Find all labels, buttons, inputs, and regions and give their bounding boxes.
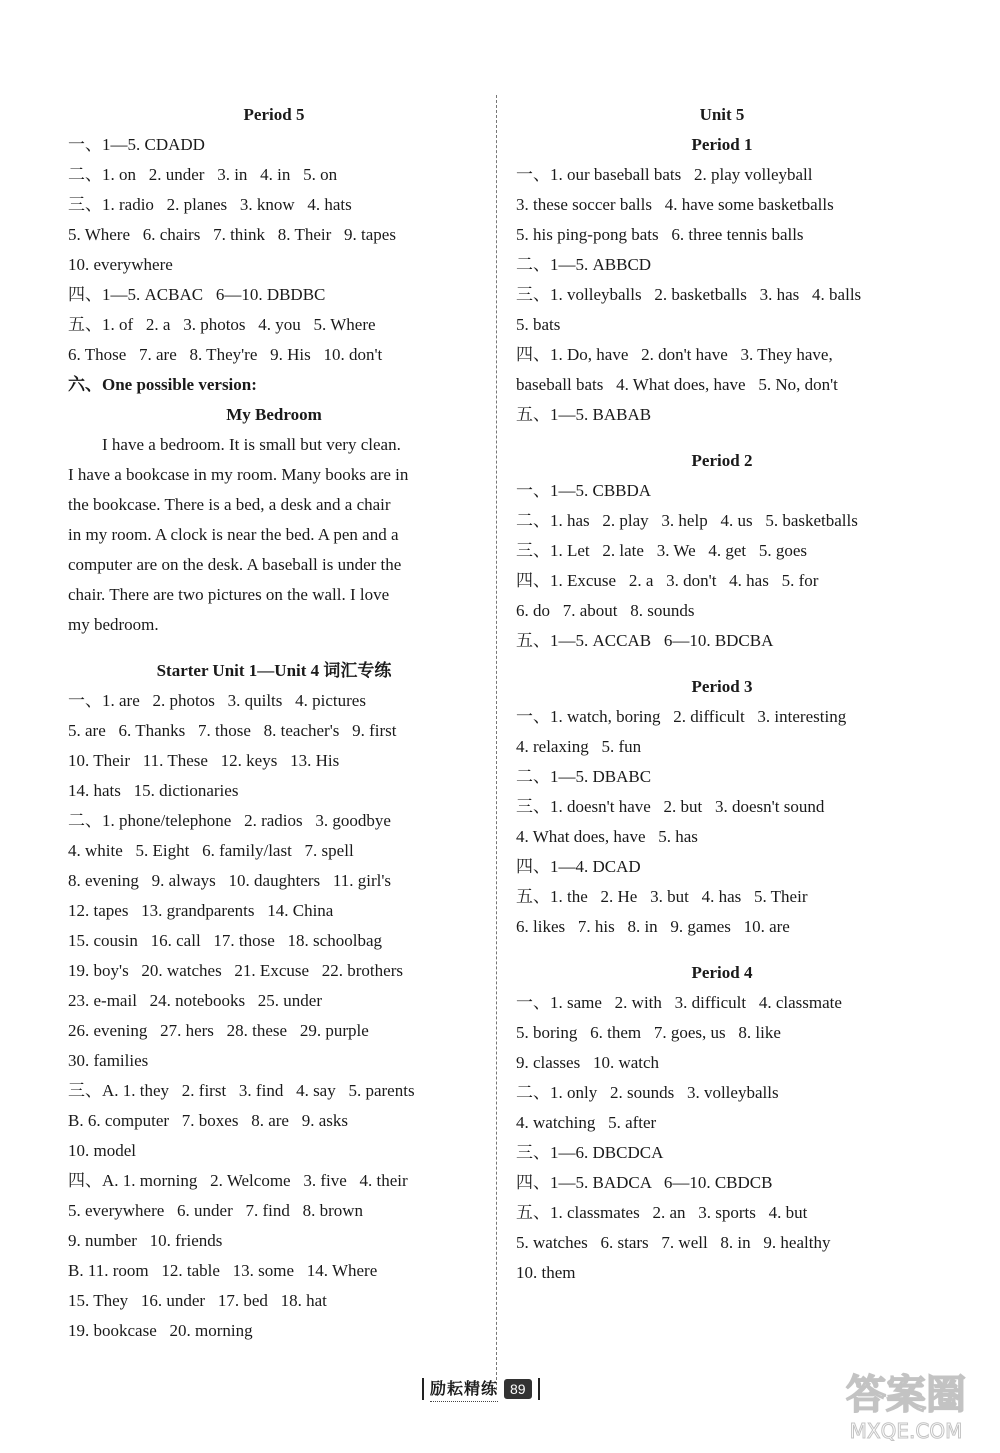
answer-line: 30. families (68, 1051, 149, 1070)
essay-line: in my room. A clock is near the bed. A pen and a (68, 525, 399, 544)
period5-answers (68, 130, 480, 370)
vocab-title: Starter Unit 1—Unit 4 词汇专练 (156, 661, 392, 680)
answer-line: 一、1. same 2. with 3. difficult 4. classmate (516, 993, 842, 1012)
answer-line: 四、A. 1. morning 2. Welcome 3. five 4. their (68, 1171, 408, 1190)
footer-bar-right (538, 1378, 540, 1400)
answer-line: 4. What does, have 5. has (516, 827, 698, 846)
left-column (68, 100, 480, 1346)
answer-line: 一、1—5. CBBDA (516, 481, 652, 500)
answer-line: B. 11. room 12. table 13. some 14. Where (68, 1261, 378, 1280)
answer-line: 19. boy's 20. watches 21. Excuse 22. brothers (68, 961, 403, 980)
answer-line: 4. watching 5. after (516, 1113, 657, 1132)
answer-line: 10. Their 11. These 12. keys 13. His (68, 751, 340, 770)
answer-line: 四、1. Do, have 2. don't have 3. They have, (516, 345, 833, 364)
answer-line: 五、1. classmates 2. an 3. sports 4. but (516, 1203, 808, 1222)
answer-line: 四、1. Excuse 2. a 3. don't 4. has 5. for (516, 571, 819, 590)
essay-body (68, 430, 480, 640)
answer-line: 五、1. the 2. He 3. but 4. has 5. Their (516, 887, 808, 906)
page-footer (422, 1374, 540, 1404)
answer-line: 五、1—5. ACCAB 6—10. BDCBA (516, 631, 774, 650)
answer-line: 10. everywhere (68, 255, 173, 274)
right-column (516, 100, 928, 1288)
period1-title: Period 1 (691, 135, 753, 154)
answer-line: 五、1—5. BABAB (516, 405, 652, 424)
answer-line: 二、1—5. ABBCD (516, 255, 652, 274)
essay-line: I have a bookcase in my room. Many books are in (68, 465, 409, 484)
unit-title: Unit 5 (699, 105, 745, 124)
answer-line: 二、1. has 2. play 3. help 4. us 5. basketballs (516, 511, 858, 530)
answer-line: 二、1. only 2. sounds 3. volleyballs (516, 1083, 779, 1102)
period5-title: Period 5 (243, 105, 305, 124)
answer-line: 23. e-mail 24. notebooks 25. under (68, 991, 323, 1010)
answer-line: 10. them (516, 1263, 576, 1282)
watermark-logo (826, 1362, 986, 1444)
period2-answers (516, 476, 928, 656)
period3-answers (516, 702, 928, 942)
answer-line: 12. tapes 13. grandparents 14. China (68, 901, 334, 920)
period3-title: Period 3 (691, 677, 753, 696)
answer-line: 一、1—5. CDADD (68, 135, 205, 154)
answer-line: 五、1. of 2. a 3. photos 4. you 5. Where (68, 315, 376, 334)
answer-line: 三、1. Let 2. late 3. We 4. get 5. goes (516, 541, 808, 560)
essay-line: computer are on the desk. A baseball is under the (68, 555, 402, 574)
answer-line: 6. likes 7. his 8. in 9. games 10. are (516, 917, 790, 936)
period1-answers (516, 160, 928, 430)
answer-line: 三、A. 1. they 2. first 3. find 4. say 5. parents (68, 1081, 415, 1100)
essay-line: my bedroom. (68, 615, 159, 634)
answer-line: baseball bats 4. What does, have 5. No, don't (516, 375, 838, 394)
answer-line: 5. are 6. Thanks 7. those 8. teacher's 9. first (68, 721, 397, 740)
answer-line: 8. evening 9. always 10. daughters 11. girl's (68, 871, 392, 890)
answer-line: 三、1. doesn't have 2. but 3. doesn't sound (516, 797, 825, 816)
answer-line: 二、1—5. DBABC (516, 767, 652, 786)
answer-line: 5. watches 6. stars 7. well 8. in 9. healthy (516, 1233, 831, 1252)
answer-line: 14. hats 15. dictionaries (68, 781, 239, 800)
answer-line: 5. everywhere 6. under 7. find 8. brown (68, 1201, 364, 1220)
answer-line: 二、1. on 2. under 3. in 4. in 5. on (68, 165, 338, 184)
watermark-text: 答案圈 (846, 1372, 966, 1418)
answer-line: 6. Those 7. are 8. They're 9. His 10. don't (68, 345, 383, 364)
answer-line: 15. cousin 16. call 17. those 18. schoolbag (68, 931, 382, 950)
vocab-answers (68, 686, 480, 1346)
answer-line: 4. relaxing 5. fun (516, 737, 642, 756)
footer-brand: 励耘精练 (430, 1376, 498, 1402)
answer-line: 15. They 16. under 17. bed 18. hat (68, 1291, 327, 1310)
answer-line: 9. classes 10. watch (516, 1053, 660, 1072)
answer-line: 四、1—5. BADCA 6—10. CBDCB (516, 1173, 773, 1192)
answer-line: 5. his ping-pong bats 6. three tennis balls (516, 225, 804, 244)
page-number: 89 (504, 1379, 532, 1399)
answer-line: 三、1. volleyballs 2. basketballs 3. has 4. balls (516, 285, 862, 304)
essay-line: the bookcase. There is a bed, a desk and a chair (68, 495, 391, 514)
essay-line: I have a bedroom. It is small but very clean. (102, 435, 401, 454)
version-label: 六、One possible version: (68, 375, 257, 394)
answer-line: 6. do 7. about 8. sounds (516, 601, 695, 620)
column-divider (496, 95, 497, 1390)
essay-title: My Bedroom (226, 405, 322, 424)
answer-line: 三、1—6. DBCDCA (516, 1143, 664, 1162)
answer-line: 二、1. phone/telephone 2. radios 3. goodbye (68, 811, 391, 830)
answer-line: 一、1. our baseball bats 2. play volleyball (516, 165, 813, 184)
period2-title: Period 2 (691, 451, 753, 470)
answer-line: 10. model (68, 1141, 136, 1160)
answer-line: 5. bats (516, 315, 561, 334)
answer-line: 四、1—5. ACBAC 6—10. DBDBC (68, 285, 326, 304)
period4-answers (516, 988, 928, 1288)
essay-line: chair. There are two pictures on the wall. I love (68, 585, 390, 604)
answer-line: B. 6. computer 7. boxes 8. are 9. asks (68, 1111, 348, 1130)
answer-line: 4. white 5. Eight 6. family/last 7. spell (68, 841, 354, 860)
answer-line: 5. boring 6. them 7. goes, us 8. like (516, 1023, 781, 1042)
period4-title: Period 4 (691, 963, 753, 982)
answer-line: 26. evening 27. hers 28. these 29. purple (68, 1021, 369, 1040)
watermark-url: MXQE.COM (849, 1419, 963, 1443)
answer-line: 四、1—4. DCAD (516, 857, 641, 876)
answer-line: 19. bookcase 20. morning (68, 1321, 253, 1340)
answer-line: 一、1. are 2. photos 3. quilts 4. pictures (68, 691, 366, 710)
answer-line: 3. these soccer balls 4. have some basketballs (516, 195, 834, 214)
footer-bar-left (422, 1378, 424, 1400)
answer-line: 9. number 10. friends (68, 1231, 223, 1250)
answer-line: 一、1. watch, boring 2. difficult 3. interesting (516, 707, 847, 726)
answer-line: 三、1. radio 2. planes 3. know 4. hats (68, 195, 352, 214)
answer-line: 5. Where 6. chairs 7. think 8. Their 9. tapes (68, 225, 396, 244)
